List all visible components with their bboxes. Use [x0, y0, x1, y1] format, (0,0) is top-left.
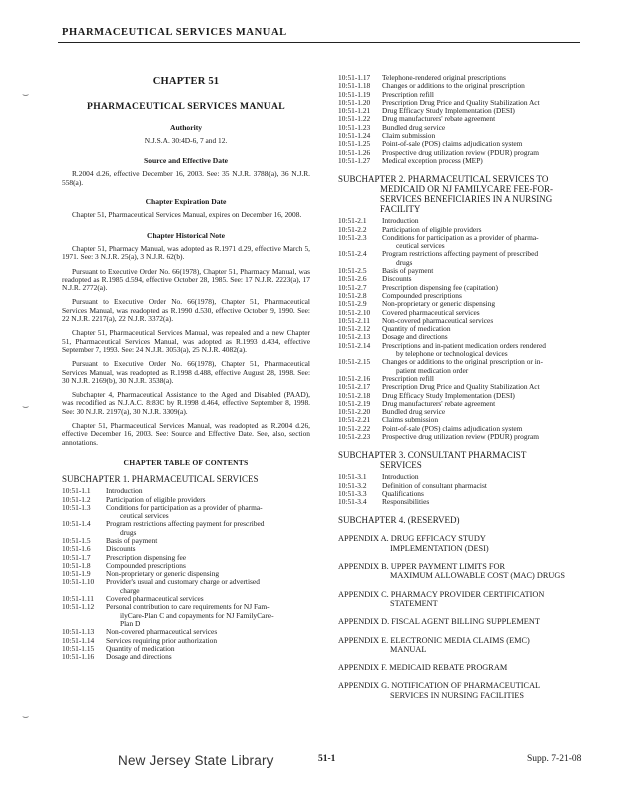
section-title-line: Dosage and directions — [382, 332, 448, 342]
section-title — [382, 267, 585, 275]
section-title-line: Quantity of medication — [106, 643, 175, 653]
appendix-entry — [338, 590, 585, 609]
section-number: 10:51-1.13 — [62, 627, 95, 637]
section-title-line: by telephone or technological devices — [396, 349, 508, 359]
library-watermark: New Jersey State Library — [118, 753, 274, 768]
section-title-line: Prescription Drug Price and Quality Stabilization Act — [382, 382, 540, 392]
section-title-line: Telephone-rendered original prescriptions — [382, 73, 506, 82]
toc-entry — [338, 124, 585, 132]
section-title-line: Introduction — [382, 472, 419, 482]
section-title — [382, 342, 585, 359]
section-title-line: Non-covered pharmaceutical services — [382, 315, 494, 325]
section-number: 10:51-2.4 — [338, 249, 367, 259]
toc-entry — [338, 358, 585, 375]
source-heading: Source and Effective Date — [143, 156, 228, 166]
toc-entry — [338, 250, 585, 267]
section-title-line: Program restrictions affecting payment for prescribed — [106, 519, 265, 529]
section-number: 10:51-2.13 — [338, 332, 371, 342]
toc-entry — [62, 637, 310, 645]
history-paragraph: Chapter 51, Pharmaceutical Services Manual, was repealed and a new Chapter 51, Pharmaceutical Services Manual, was adopted as R.1993 d.434, effective September 7, 1993. See: 24 N.J.R. 3053(a), 25 N.J.R. 4082(a). — [62, 328, 310, 354]
section-title-line: Point-of-sale (POS) claims adjudication system — [382, 423, 523, 433]
toc-entry — [62, 653, 310, 661]
section-title-line: Definition of consultant pharmacist — [382, 480, 487, 490]
section-number: 10:51-1.25 — [338, 139, 371, 149]
section-number: 10:51-3.4 — [338, 497, 367, 507]
section-title — [106, 653, 310, 661]
section-title — [106, 520, 310, 537]
section-title-line: Program restrictions affecting payment of prescribed — [382, 249, 539, 259]
section-number: 10:51-2.19 — [338, 398, 371, 408]
section-title-line: Participation of eligible providers — [106, 494, 206, 504]
section-title — [106, 504, 310, 521]
history-paragraph: Chapter 51, Pharmacy Manual, was adopted as R.1971 d.29, effective March 5, 1971. See: 3 N.J.R. 25(a), 3 N.J.R. 62(b). — [62, 243, 310, 262]
section-number: 10:51-2.15 — [338, 357, 371, 367]
toc-entry — [338, 115, 585, 123]
appendix-line: APPENDIX D. FISCAL AGENT BILLING SUPPLEMENT — [338, 617, 540, 627]
subchapter-1-title: SUBCHAPTER 1. PHARMACEUTICAL SERVICES — [62, 474, 259, 485]
toc-entry — [62, 520, 310, 537]
section-title — [106, 603, 310, 628]
left-column — [62, 78, 310, 661]
section-title-line: Changes or additions to the original prescription or in- — [382, 357, 543, 367]
toc-entry — [62, 504, 310, 521]
appendix-line: MAXIMUM ALLOWABLE COST (MAC) DRUGS — [390, 571, 566, 581]
section-number: 10:51-1.6 — [62, 544, 91, 554]
appendix-entry — [338, 534, 585, 553]
section-title-line: Basis of payment — [106, 535, 158, 545]
section-number: 10:51-1.9 — [62, 569, 91, 579]
section-number: 10:51-3.1 — [338, 472, 367, 482]
section-number: 10:51-1.8 — [62, 560, 91, 570]
history-paragraph: Pursuant to Executive Order No. 66(1978), Chapter 51, Pharmacy Manual, was readopted as R.1985 d.594, effective October 28, 1985. See: 17 N.J.R. 2223(a), 17 N.J.R. 2772(a). — [62, 266, 310, 293]
chapter-title: PHARMACEUTICAL SERVICES MANUAL — [87, 101, 285, 113]
section-title-line: ceutical services — [120, 511, 169, 521]
section-title-line: drugs — [396, 257, 413, 267]
section-title-line: patient medication order — [396, 365, 469, 375]
section-title-line: Drug manufacturers' rebate agreement — [382, 398, 496, 408]
section-title-line: Point-of-sale (POS) claims adjudication system — [382, 139, 523, 149]
section-title-line: Prescription Drug Price and Quality Stabilization Act — [382, 97, 540, 107]
section-number: 10:51-1.24 — [338, 131, 371, 141]
history-notes — [62, 245, 310, 447]
toc-entry — [338, 408, 585, 416]
section-title-line: Drug Efficacy Study Implementation (DESI) — [382, 390, 515, 400]
section-number: 10:51-1.15 — [62, 643, 95, 653]
binding-mark-icon: ⌣ — [22, 88, 30, 101]
section-title — [382, 157, 585, 165]
section-number: 10:51-1.20 — [338, 97, 371, 107]
history-paragraph: Subchapter 4, Pharmaceutical Assistance to the Aged and Disabled (PAAD), was recodified as N.J.A.C. 8:83C by R.1998 d.464, effective September 8, 1998. See: 30 N.J.R. 2197(a), 30 N.J.R. 3309(a). — [62, 390, 310, 416]
running-header: PHARMACEUTICAL SERVICES MANUAL — [62, 27, 287, 38]
toc-entry — [338, 157, 585, 165]
subchapter-1-entries — [62, 487, 310, 661]
section-number: 10:51-1.26 — [338, 147, 371, 157]
section-title-line: Drug Efficacy Study Implementation (DESI) — [382, 106, 515, 116]
section-title — [382, 498, 585, 506]
section-number: 10:51-1.4 — [62, 519, 91, 529]
toc-entry — [338, 482, 585, 490]
history-paragraph: Pursuant to Executive Order No. 66(1978), Chapter 51, Pharmaceutical Services Manual, was readopted as R.1998 d.488, effective August 28, 1998. See: 30 N.J.R. 2169(b), 30 N.J.R. 3538(a). — [62, 359, 310, 385]
section-title — [382, 250, 585, 267]
section-number: 10:51-2.10 — [338, 307, 371, 317]
section-number: 10:51-2.14 — [338, 340, 371, 350]
section-title-line: Conditions for participation as a provider of pharma- — [106, 502, 263, 512]
section-title-line: Plan D — [120, 618, 141, 628]
section-number: 10:51-2.6 — [338, 274, 367, 284]
section-number: 10:51-3.2 — [338, 480, 367, 490]
toc-entry — [338, 498, 585, 506]
section-title-line: Non-proprietary or generic dispensing — [106, 569, 220, 579]
section-title-line: Discounts — [382, 274, 412, 284]
section-number: 10:51-1.17 — [338, 73, 371, 82]
section-number: 10:51-2.3 — [338, 232, 367, 242]
section-title-line: Medical exception process (MEP) — [382, 155, 483, 165]
section-title — [382, 234, 585, 251]
section-number: 10:51-1.7 — [62, 552, 91, 562]
section-title-line: Provider's usual and customary charge or advertised — [106, 577, 260, 587]
appendix-entry — [338, 562, 585, 581]
section-title — [106, 537, 310, 545]
subchapter-3-title: SUBCHAPTER 3. CONSULTANT PHARMACIST SERVICES — [338, 450, 527, 471]
section-title-line: Covered pharmaceutical services — [106, 594, 204, 604]
section-title-line: Claims submission — [382, 415, 439, 425]
section-title-line: Prescription refill — [382, 89, 434, 99]
section-title-line: ilyCare-Plan C and copayments for NJ FamilyCare- — [120, 610, 274, 620]
section-number: 10:51-2.9 — [338, 299, 367, 309]
expiration-heading: Chapter Expiration Date — [145, 197, 227, 207]
section-title — [382, 433, 585, 441]
binding-mark-icon: ⌣ — [22, 400, 30, 413]
subchapter-3-entries — [338, 473, 585, 506]
toc-entry — [338, 490, 585, 498]
right-column — [338, 74, 585, 709]
section-title-line: Covered pharmaceutical services — [382, 307, 480, 317]
section-title-line: Non-proprietary or generic dispensing — [382, 299, 496, 309]
expiration-text: Chapter 51, Pharmaceutical Services Manual, expires on December 16, 2008. — [72, 210, 302, 220]
section-number: 10:51-2.23 — [338, 431, 371, 441]
section-number: 10:51-1.19 — [338, 89, 371, 99]
subchapter-4-title: SUBCHAPTER 4. (RESERVED) — [338, 515, 460, 526]
section-number: 10:51-1.16 — [62, 652, 95, 662]
section-number: 10:51-2.1 — [338, 216, 367, 226]
binding-mark-icon: ⌣ — [22, 710, 30, 723]
section-title-line: charge — [120, 585, 140, 595]
toc-entry — [62, 578, 310, 595]
section-title-line: Prescriptions and in-patient medication orders rendered — [382, 340, 546, 350]
section-number: 10:51-1.21 — [338, 106, 371, 116]
section-title-line: Bundled drug service — [382, 122, 446, 132]
appendix-line: STATEMENT — [390, 598, 438, 608]
appendix-list — [338, 534, 585, 700]
section-title-line: Compounded prescriptions — [382, 290, 462, 300]
toc-entry — [338, 82, 585, 90]
toc-entry — [62, 603, 310, 628]
toc-entry — [338, 317, 585, 325]
subchapter-2-title: SUBCHAPTER 2. PHARMACEUTICAL SERVICES TO MEDICAID OR NJ FAMILYCARE FEE-FOR- SERVICES BENEFICIARIES IN A NURSING FACILITY — [338, 174, 553, 215]
toc-entry — [62, 554, 310, 562]
section-title-line: Drug manufacturers' rebate agreement — [382, 114, 496, 124]
section-title — [106, 578, 310, 595]
section-title-line: Quantity of medication — [382, 324, 451, 334]
source-text: R.2004 d.26, effective December 16, 2003. See: 35 N.J.R. 3788(a), 36 N.J.R. 558(a). — [62, 169, 310, 187]
toc-entry — [62, 537, 310, 545]
appendix-line: SERVICES IN NURSING FACILITIES — [390, 690, 525, 700]
section-number: 10:51-2.18 — [338, 390, 371, 400]
section-title-line: Qualifications — [382, 488, 424, 498]
section-number: 10:51-1.2 — [62, 494, 91, 504]
section-number: 10:51-2.7 — [338, 282, 367, 292]
section-title-line: Introduction — [382, 216, 419, 226]
toc-heading: CHAPTER TABLE OF CONTENTS — [123, 457, 249, 467]
appendix-line: APPENDIX A. DRUG EFFICACY STUDY — [338, 534, 486, 544]
section-number: 10:51-1.27 — [338, 155, 371, 165]
appendix-line: APPENDIX B. UPPER PAYMENT LIMITS FOR — [338, 562, 506, 572]
section-number: 10:51-2.12 — [338, 324, 371, 334]
section-title-line: Changes or additions to the original prescription — [382, 81, 525, 91]
chapter-number: CHAPTER 51 — [152, 76, 220, 87]
section-number: 10:51-2.21 — [338, 415, 371, 425]
section-title-line: drugs — [120, 527, 137, 537]
section-number: 10:51-1.12 — [62, 602, 95, 612]
section-number: 10:51-2.2 — [338, 224, 367, 234]
section-title-line: Prescription dispensing fee — [106, 552, 187, 562]
section-number: 10:51-1.23 — [338, 122, 371, 132]
page-number: 51-1 — [318, 754, 336, 764]
section-number: 10:51-1.5 — [62, 535, 91, 545]
authority-heading: Authority — [169, 122, 203, 132]
section-title-line: Basis of payment — [382, 266, 434, 276]
section-title — [382, 358, 585, 375]
toc-entry — [338, 267, 585, 275]
section-number: 10:51-1.14 — [62, 635, 95, 645]
toc-entry — [338, 400, 585, 408]
subchapter-1-entries-continued — [338, 74, 585, 165]
section-title-line: Bundled drug service — [382, 407, 446, 417]
appendix-line: MANUAL — [390, 644, 427, 654]
section-title-line: Claim submission — [382, 131, 436, 141]
subchapter-2-entries — [338, 217, 585, 441]
section-number: 10:51-2.8 — [338, 290, 367, 300]
appendix-line: IMPLEMENTATION (DESI) — [390, 543, 489, 553]
section-number: 10:51-2.11 — [338, 315, 370, 325]
section-title-line: Responsibilities — [382, 497, 430, 507]
section-title-line: ceutical services — [396, 241, 445, 251]
section-title-line: Non-covered pharmaceutical services — [106, 627, 218, 637]
appendix-entry — [338, 681, 585, 700]
history-paragraph: Pursuant to Executive Order No. 66(1978), Chapter 51, Pharmaceutical Services Manual, was readopted as R.1990 d.530, effective October 9, 1990. See: 22 N.J.R. 2217(a), 22 N.J.R. 3372(a). — [62, 297, 310, 324]
section-number: 10:51-1.11 — [62, 594, 94, 604]
section-number: 10:51-2.22 — [338, 423, 371, 433]
toc-entry — [338, 342, 585, 359]
section-title-line: Participation of eligible providers — [382, 224, 482, 234]
section-title-line: Prescription dispensing fee (capitation) — [382, 282, 498, 292]
section-title-line: Discounts — [106, 544, 136, 554]
section-number: 10:51-1.1 — [62, 486, 91, 496]
section-title-line: Introduction — [106, 486, 143, 496]
section-title-line: Conditions for participation as a provider of pharma- — [382, 232, 539, 242]
section-number: 10:51-1.18 — [338, 81, 371, 91]
section-title-line: Prospective drug utilization review (PDUR) program — [382, 431, 540, 441]
appendix-entry — [338, 617, 585, 626]
appendix-line: APPENDIX G. NOTIFICATION OF PHARMACEUTICAL — [338, 681, 541, 691]
section-number: 10:51-1.10 — [62, 577, 95, 587]
section-number: 10:51-1.3 — [62, 502, 91, 512]
history-paragraph: Chapter 51, Pharmaceutical Services Manual, was readopted as R.2004 d.26, effective December 16, 2003. See: Source and Effective Date. See, also, section annotations. — [62, 421, 310, 447]
header-rule — [58, 42, 580, 43]
section-number: 10:51-2.17 — [338, 382, 371, 392]
toc-entry — [338, 325, 585, 333]
appendix-entry — [338, 663, 585, 672]
section-title-line: Services requiring prior authorization — [106, 635, 218, 645]
section-title-line: Personal contribution to care requirements for NJ Fam- — [106, 602, 270, 612]
toc-entry — [338, 234, 585, 251]
section-number: 10:51-2.20 — [338, 407, 371, 417]
section-title-line: Prescription refill — [382, 373, 434, 383]
section-number: 10:51-1.22 — [338, 114, 371, 124]
history-heading: Chapter Historical Note — [147, 230, 225, 240]
appendix-line: APPENDIX C. PHARMACY PROVIDER CERTIFICATION — [338, 589, 545, 599]
section-title-line: Compounded prescriptions — [106, 560, 186, 570]
appendix-line: APPENDIX E. ELECTRONIC MEDIA CLAIMS (EMC) — [338, 635, 530, 645]
appendix-line: APPENDIX F. MEDICAID REBATE PROGRAM — [338, 663, 508, 673]
appendix-entry — [338, 636, 585, 655]
section-number: 10:51-3.3 — [338, 488, 367, 498]
section-title-line: Prospective drug utilization review (PDUR) program — [382, 147, 540, 157]
section-number: 10:51-2.5 — [338, 266, 367, 276]
section-title-line: Dosage and directions — [106, 652, 172, 662]
supplement-date: Supp. 7-21-08 — [527, 754, 582, 764]
authority-text: N.J.S.A. 30:4D-6, 7 and 12. — [144, 135, 228, 145]
section-number: 10:51-2.16 — [338, 373, 371, 383]
toc-entry — [62, 645, 310, 653]
toc-entry — [338, 433, 585, 441]
